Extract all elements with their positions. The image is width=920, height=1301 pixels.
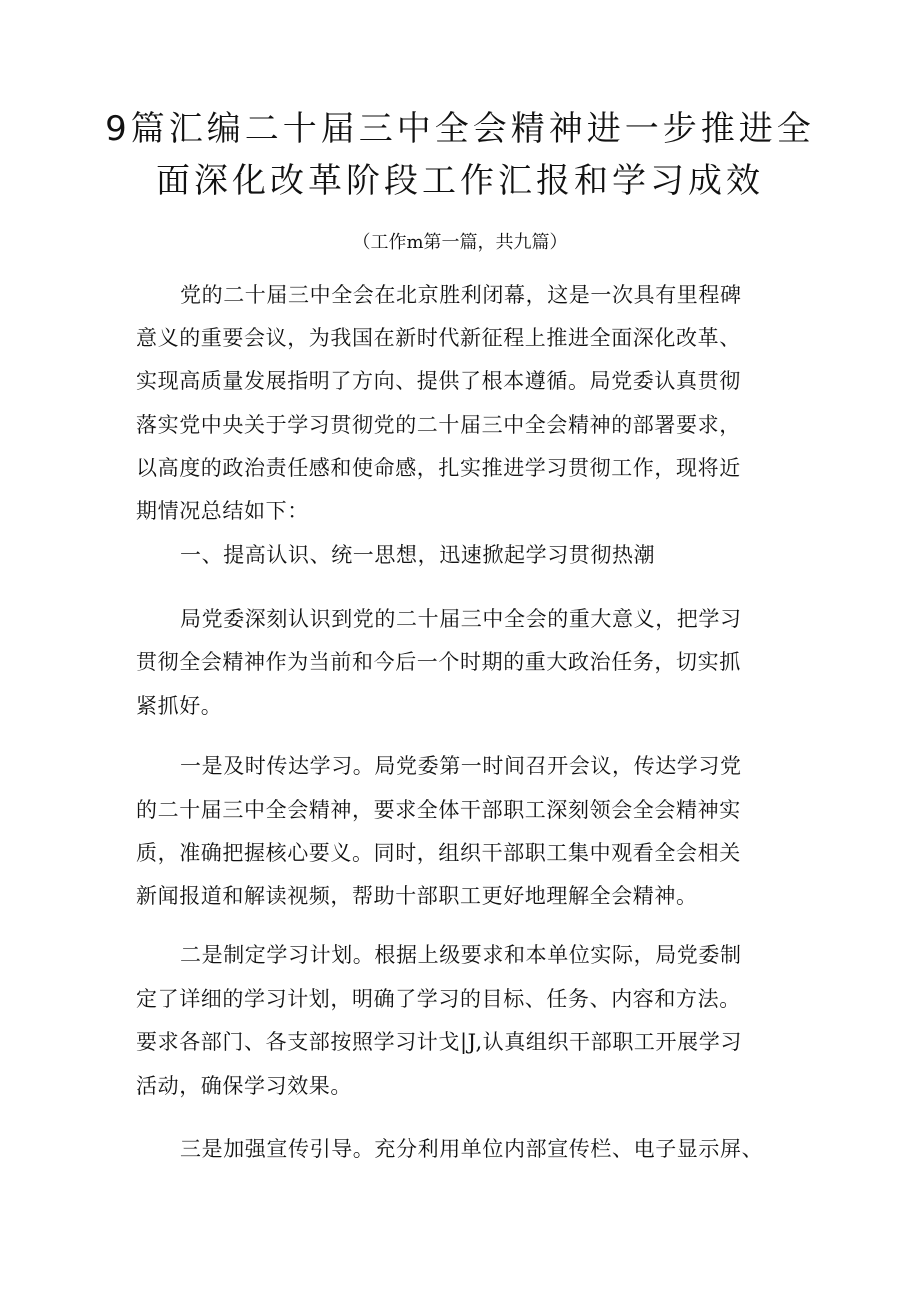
paragraph-3-line-1: 一是及时传达学习。局党委第一时间召开会议，传达学习党 [180, 754, 742, 778]
paragraph-1-line-1: 党的二十届三中全会在北京胜利闭幕，这是一次具有里程碑 [180, 283, 742, 307]
section-heading-1: 一、提高认识、统一思想，迅速掀起学习贯彻热潮 [180, 543, 656, 567]
document-title-line-1: 9篇汇编二十届三中全会精神进一步推进全 [105, 109, 815, 149]
paragraph-3-line-2: 的二十届三中全会精神，要求全体干部职工深刻领会全会精神实 [136, 798, 741, 822]
paragraph-3-line-4: 新闻报道和解读视频，帮助十部职工更好地理解全会精神。 [136, 884, 698, 908]
paragraph-2-line-2: 贯彻全会精神作为当前和今后一个时期的重大政治任务，切实抓 [136, 650, 741, 674]
paragraph-1-line-4: 落实党中央关于学习贯彻党的二十届三中全会精神的部署要求， [136, 413, 741, 437]
paragraph-5-line-1: 三是加强宣传引导。充分利用单位内部宣传栏、电子显示屏、 [180, 1137, 764, 1161]
paragraph-1-line-6: 期情况总结如下： [136, 499, 309, 523]
document-subtitle: （工作m第一篇，共九篇） [352, 232, 568, 253]
paragraph-4-line-1: 二是制定学习计划。根据上级要求和本单位实际，局党委制 [180, 943, 742, 967]
paragraph-4-line-3: 要求各部门、各支部按照学习计戈|J,认真组织干部职工开展学习 [136, 1030, 742, 1054]
paragraph-2-line-1: 局党委深刻认识到党的二十届三中全会的重大意义，把学习 [180, 607, 742, 631]
paragraph-1-line-3: 实现高质量发展指明了方向、提供了根本遵循。局党委认真贯彻 [136, 369, 741, 393]
paragraph-1-line-2: 意义的重要会议，为我国在新时代新征程上推进全面深化改革、 [136, 326, 741, 350]
paragraph-2-line-3: 紧抓好。 [136, 694, 223, 718]
paragraph-4-line-2: 定了详细的学习计划，明确了学习的目标、任务、内容和方法。 [136, 987, 741, 1011]
paragraph-4-line-4: 活动，确保学习效果。 [136, 1074, 352, 1098]
paragraph-1-line-5: 以高度的政治责任感和使命感，扎实推进学习贯彻工作，现将近 [136, 456, 741, 480]
document-title-line-2: 面深化改革阶段工作汇报和学习成效 [156, 161, 764, 201]
paragraph-3-line-3: 质，准确把握核心要义。同时，组织干部职工集中观看全会相关 [136, 841, 741, 865]
